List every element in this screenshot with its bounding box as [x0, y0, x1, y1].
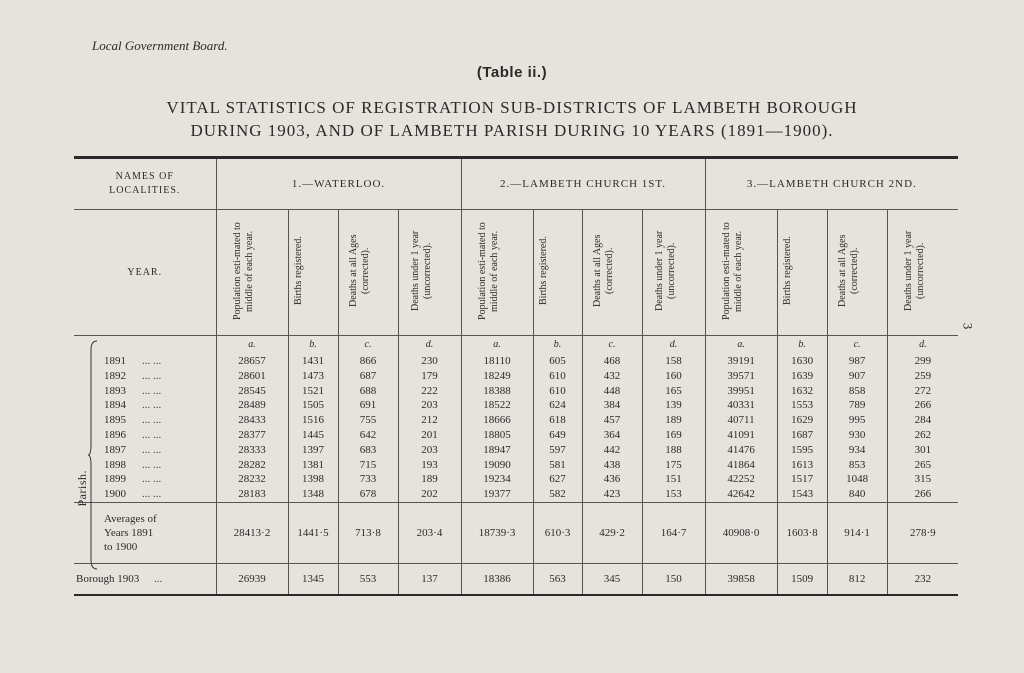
- column-letter: a.: [705, 336, 777, 353]
- table-cell: 1630: [777, 352, 827, 369]
- group-waterloo: 1.—WATERLOO.: [216, 158, 461, 210]
- table-row: [74, 428, 958, 443]
- column-header-text: Births registered.: [782, 236, 794, 306]
- column-header-g2-c: [582, 210, 642, 336]
- table-cell: 364: [582, 428, 642, 443]
- table-cell: 678: [338, 487, 398, 502]
- title-line-2: DURING 1903, AND OF LAMBETH PARISH DURING 10 YEARS (1891—1900).: [190, 121, 834, 140]
- table-cell: 582: [533, 487, 582, 502]
- borough-cell: 26939: [216, 563, 288, 595]
- table-cell: 1629: [777, 413, 827, 428]
- table-cell: 687: [338, 369, 398, 384]
- table-cell: 1348: [288, 487, 338, 502]
- title-line-1: VITAL STATISTICS OF REGISTRATION SUB-DISTRICTS OF LAMBETH BOROUGH: [166, 98, 858, 117]
- table-cell: 41864: [705, 458, 777, 473]
- table-cell: 19090: [461, 458, 533, 473]
- column-header-g1-c: [338, 210, 398, 336]
- group-lambeth-church-1st: 2.—LAMBETH CHURCH 1ST.: [461, 158, 705, 210]
- table-cell: 1381: [288, 458, 338, 473]
- averages-label-line2: Years 1891: [104, 526, 154, 539]
- table-cell: 266: [887, 487, 958, 502]
- names-header-line1: NAMES OF: [115, 171, 174, 182]
- table-row: [74, 472, 958, 487]
- column-header-text: Births registered.: [537, 236, 549, 306]
- group-header-row: [74, 158, 958, 210]
- averages-cell: 713·8: [338, 502, 398, 563]
- table-row: [74, 398, 958, 413]
- table-row: [74, 384, 958, 399]
- table-cell: 688: [338, 384, 398, 399]
- row-dots: ... ...: [142, 369, 162, 382]
- row-dots: ... ...: [142, 473, 162, 486]
- table-cell: 1397: [288, 443, 338, 458]
- table-cell: 1445: [288, 428, 338, 443]
- averages-cell: 278·9: [887, 502, 958, 563]
- table-cell: 266: [887, 398, 958, 413]
- borough-cell: 232: [887, 563, 958, 595]
- table-cell: 1553: [777, 398, 827, 413]
- row-dots: ... ...: [142, 443, 162, 456]
- table-cell: 28183: [216, 487, 288, 502]
- table-cell: 18522: [461, 398, 533, 413]
- table-cell: 28657: [216, 352, 288, 369]
- borough-cell: 1345: [288, 563, 338, 595]
- table-cell: 265: [887, 458, 958, 473]
- table-cell: 203: [398, 398, 461, 413]
- table-cell: 40711: [705, 413, 777, 428]
- table-cell: 158: [642, 352, 705, 369]
- table-cell: 28282: [216, 458, 288, 473]
- year-value: 1897: [104, 443, 126, 456]
- table-cell: 262: [887, 428, 958, 443]
- table-cell: 649: [533, 428, 582, 443]
- table-cell: 789: [827, 398, 887, 413]
- year-header: YEAR.: [74, 210, 216, 336]
- table-cell: 19234: [461, 472, 533, 487]
- table-cell: 189: [642, 413, 705, 428]
- table-cell: 179: [398, 369, 461, 384]
- parish-brace-icon: [88, 340, 98, 570]
- table-cell: 18388: [461, 384, 533, 399]
- table-cell: 840: [827, 487, 887, 502]
- table-cell: 853: [827, 458, 887, 473]
- page-number: 3: [960, 322, 976, 330]
- table-cell: 201: [398, 428, 461, 443]
- table-cell: 1595: [777, 443, 827, 458]
- table-cell: 438: [582, 458, 642, 473]
- column-letter: a.: [216, 336, 288, 353]
- table-cell: 28433: [216, 413, 288, 428]
- averages-cell: 914·1: [827, 502, 887, 563]
- names-header-line2: LOCALITIES.: [109, 185, 181, 196]
- table-row: [74, 443, 958, 458]
- column-header-text: Deaths under 1 year (uncorrected).: [902, 230, 926, 312]
- table-cell: 160: [642, 369, 705, 384]
- year-value: 1899: [104, 473, 126, 486]
- table-cell: 1521: [288, 384, 338, 399]
- row-dots: ... ...: [142, 399, 162, 412]
- group-lambeth-church-2nd: 3.—LAMBETH CHURCH 2ND.: [705, 158, 958, 210]
- borough-cell: 39858: [705, 563, 777, 595]
- row-dots: ... ...: [142, 488, 162, 501]
- averages-cell: 429·2: [582, 502, 642, 563]
- column-header-text: Population esti-mated to middle of each year.: [721, 222, 745, 320]
- column-letter: c.: [582, 336, 642, 353]
- column-header-g2-a: [461, 210, 533, 336]
- averages-cell: 1603·8: [777, 502, 827, 563]
- table-cell: 1613: [777, 458, 827, 473]
- column-header-text: Population esti-mated to middle of each year.: [232, 222, 255, 320]
- table-cell: 40331: [705, 398, 777, 413]
- table-cell: 28489: [216, 398, 288, 413]
- column-letter: c.: [338, 336, 398, 353]
- column-header-g1-d: [398, 210, 461, 336]
- table-cell: 301: [887, 443, 958, 458]
- averages-label-line1: Averages of: [104, 512, 157, 525]
- table-cell: 19377: [461, 487, 533, 502]
- table-cell: 28601: [216, 369, 288, 384]
- table-cell: 987: [827, 352, 887, 369]
- table-cell: 733: [338, 472, 398, 487]
- header-left: Local Government Board.: [92, 38, 228, 53]
- column-header-g3-b: [777, 210, 827, 336]
- year-value: 1891: [104, 355, 126, 367]
- row-dots: ... ...: [142, 384, 162, 397]
- column-header-row: [74, 210, 958, 336]
- table-cell: 39951: [705, 384, 777, 399]
- table-cell: 189: [398, 472, 461, 487]
- table-cell: 442: [582, 443, 642, 458]
- column-header-text: Deaths under 1 year (uncorrected).: [409, 230, 433, 312]
- table-row: [74, 458, 958, 473]
- table-cell: 203: [398, 443, 461, 458]
- table-cell: 627: [533, 472, 582, 487]
- table-cell: 683: [338, 443, 398, 458]
- table-row: [74, 352, 958, 369]
- table-cell: 28333: [216, 443, 288, 458]
- table-cell: 436: [582, 472, 642, 487]
- column-header-text: Deaths at all Ages (corrected).: [592, 234, 616, 308]
- table-cell: 41091: [705, 428, 777, 443]
- table-cell: 691: [338, 398, 398, 413]
- table-row: [74, 369, 958, 384]
- year-value: 1892: [104, 369, 126, 382]
- column-letter: a.: [461, 336, 533, 353]
- column-header-g1-b: [288, 210, 338, 336]
- table-cell: 39571: [705, 369, 777, 384]
- table-cell: 153: [642, 487, 705, 502]
- table-cell: 175: [642, 458, 705, 473]
- table-row: [74, 413, 958, 428]
- table-cell: 284: [887, 413, 958, 428]
- table-cell: 42252: [705, 472, 777, 487]
- table-cell: 18947: [461, 443, 533, 458]
- table-cell: 188: [642, 443, 705, 458]
- table-cell: 259: [887, 369, 958, 384]
- table-cell: 448: [582, 384, 642, 399]
- table-cell: 165: [642, 384, 705, 399]
- table-cell: 930: [827, 428, 887, 443]
- table-cell: 212: [398, 413, 461, 428]
- row-dots: ... ...: [142, 458, 162, 471]
- averages-row: [74, 502, 958, 563]
- borough-cell: 553: [338, 563, 398, 595]
- table-cell: 41476: [705, 443, 777, 458]
- column-header-g3-a: [705, 210, 777, 336]
- column-letter-row: [74, 336, 958, 353]
- year-value: 1894: [104, 399, 126, 412]
- column-letter: d.: [398, 336, 461, 353]
- table-row: [74, 487, 958, 502]
- borough-cell: 1509: [777, 563, 827, 595]
- averages-cell: 1441·5: [288, 502, 338, 563]
- table-cell: 1687: [777, 428, 827, 443]
- table-cell: 18249: [461, 369, 533, 384]
- borough-cell: 150: [642, 563, 705, 595]
- table-cell: 642: [338, 428, 398, 443]
- borough-cell: 345: [582, 563, 642, 595]
- column-letter: c.: [827, 336, 887, 353]
- column-header-g3-d: [887, 210, 958, 336]
- table-cell: 432: [582, 369, 642, 384]
- borough-cell: 563: [533, 563, 582, 595]
- table-cell: 18805: [461, 428, 533, 443]
- year-value: 1900: [104, 488, 126, 501]
- table-cell: 934: [827, 443, 887, 458]
- names-of-localities-header: [74, 158, 216, 210]
- row-dots: ... ...: [142, 428, 162, 441]
- table-cell: 151: [642, 472, 705, 487]
- borough-row: [74, 563, 958, 595]
- table-cell: 315: [887, 472, 958, 487]
- column-header-text: Births registered.: [293, 236, 304, 306]
- table-cell: 468: [582, 352, 642, 369]
- table-cell: 866: [338, 352, 398, 369]
- column-header-text: Deaths under 1 year (uncorrected).: [653, 230, 677, 312]
- table-cell: 1517: [777, 472, 827, 487]
- table-cell: 610: [533, 384, 582, 399]
- table-cell: 605: [533, 352, 582, 369]
- table-cell: 230: [398, 352, 461, 369]
- table-cell: 1639: [777, 369, 827, 384]
- year-value: 1893: [104, 384, 126, 397]
- table-cell: 907: [827, 369, 887, 384]
- table-cell: 18666: [461, 413, 533, 428]
- year-value: 1895: [104, 414, 126, 427]
- table-cell: 457: [582, 413, 642, 428]
- column-header-g2-b: [533, 210, 582, 336]
- column-letter: d.: [642, 336, 705, 353]
- table-cell: 28377: [216, 428, 288, 443]
- table-cell: 1473: [288, 369, 338, 384]
- table-cell: 715: [338, 458, 398, 473]
- table-cell: 1543: [777, 487, 827, 502]
- table-cell: 755: [338, 413, 398, 428]
- row-dots: ... ...: [142, 355, 162, 367]
- table-cell: 618: [533, 413, 582, 428]
- borough-label-text: Borough 1903: [76, 572, 140, 585]
- table-cell: 299: [887, 352, 958, 369]
- table-cell: 169: [642, 428, 705, 443]
- table-cell: 139: [642, 398, 705, 413]
- borough-cell: 812: [827, 563, 887, 595]
- column-header-text: Deaths at all Ages (corrected).: [348, 234, 371, 308]
- table-cell: 202: [398, 487, 461, 502]
- table-cell: 42642: [705, 487, 777, 502]
- column-header-text: Population esti-mated to middle of each year.: [477, 222, 501, 320]
- averages-cell: 18739·3: [461, 502, 533, 563]
- column-header-g2-d: [642, 210, 705, 336]
- table-cell: 1632: [777, 384, 827, 399]
- table-cell: 18110: [461, 352, 533, 369]
- column-letter: b.: [777, 336, 827, 353]
- column-letter: b.: [533, 336, 582, 353]
- column-header-text: Deaths at all Ages (corrected).: [837, 234, 861, 308]
- column-letter: d.: [887, 336, 958, 353]
- table-cell: 1048: [827, 472, 887, 487]
- averages-cell: 164·7: [642, 502, 705, 563]
- table-cell: 1505: [288, 398, 338, 413]
- table-cell: 624: [533, 398, 582, 413]
- averages-label-line3: to 1900: [104, 540, 138, 553]
- table-cell: 858: [827, 384, 887, 399]
- averages-cell: 203·4: [398, 502, 461, 563]
- row-dots: ... ...: [142, 414, 162, 427]
- table-cell: 610: [533, 369, 582, 384]
- borough-cell: 18386: [461, 563, 533, 595]
- table-cell: 1431: [288, 352, 338, 369]
- averages-cell: 28413·2: [216, 502, 288, 563]
- table-cell: 272: [887, 384, 958, 399]
- table-cell: 39191: [705, 352, 777, 369]
- table-cell: 193: [398, 458, 461, 473]
- borough-cell: 137: [398, 563, 461, 595]
- table-cell: 995: [827, 413, 887, 428]
- parish-label: Parish.: [75, 470, 89, 507]
- table-cell: 597: [533, 443, 582, 458]
- averages-cell: 40908·0: [705, 502, 777, 563]
- table-cell: 1398: [288, 472, 338, 487]
- column-letter: b.: [288, 336, 338, 353]
- table-cell: 581: [533, 458, 582, 473]
- year-value: 1898: [104, 458, 126, 471]
- table-label: (Table ii.): [476, 64, 548, 81]
- table-cell: 384: [582, 398, 642, 413]
- table-cell: 28232: [216, 472, 288, 487]
- year-value: 1896: [104, 428, 126, 441]
- column-header-g3-c: [827, 210, 887, 336]
- table-cell: 222: [398, 384, 461, 399]
- table-cell: 28545: [216, 384, 288, 399]
- column-header-g1-a: [216, 210, 288, 336]
- vital-statistics-table: [74, 156, 958, 596]
- table-cell: 423: [582, 487, 642, 502]
- borough-dots: ...: [154, 572, 163, 585]
- table-cell: 1516: [288, 413, 338, 428]
- averages-cell: 610·3: [533, 502, 582, 563]
